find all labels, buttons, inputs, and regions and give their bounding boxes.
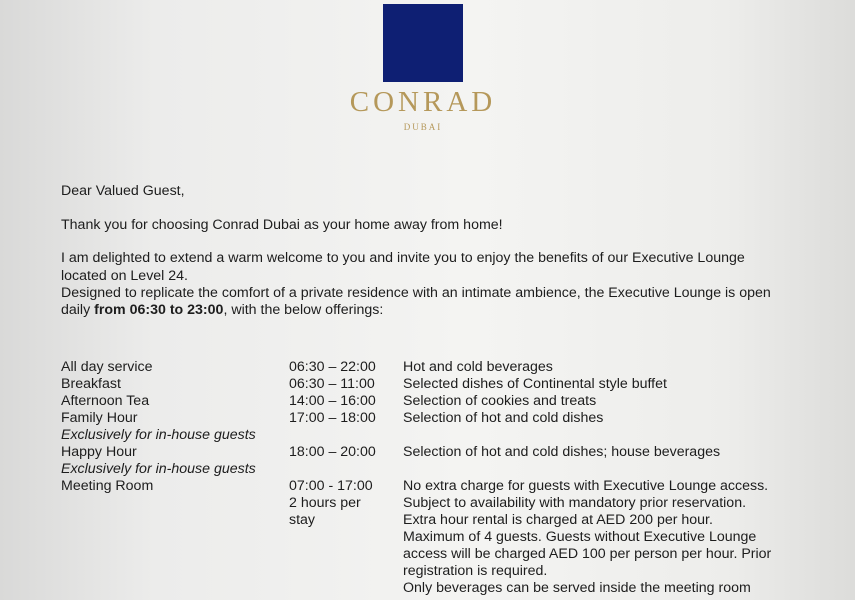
meeting-room-row	[0, 495, 855, 512]
meeting-room-desc: Subject to availability with mandatory prior reservation.	[403, 495, 747, 511]
offering-name: All day service	[61, 359, 153, 375]
meeting-room-time: 2 hours per	[289, 495, 361, 511]
offering-desc: Selection of hot and cold dishes	[403, 410, 604, 426]
offering-note: Exclusively for in-house guests	[61, 461, 256, 477]
offering-desc: Selection of cookies and treats	[403, 393, 597, 409]
meeting-room-desc: Only beverages can be served inside the meeting room	[403, 580, 751, 596]
offering-desc: Selected dishes of Continental style buffet	[403, 376, 667, 392]
meeting-room-desc: Extra hour rental is charged at AED 200 per hour.	[403, 512, 713, 528]
meeting-room-desc: registration is required.	[403, 563, 548, 579]
offering-row	[0, 410, 855, 427]
meeting-room-desc: Maximum of 4 guests. Guests without Executive Lounge	[403, 529, 757, 545]
design-line-1: Designed to replicate the comfort of a private residence with an intimate ambience, the Executive Lounge is open	[61, 285, 771, 301]
offering-time: 06:30 – 22:00	[289, 359, 376, 375]
meeting-room-row	[0, 563, 855, 580]
meeting-room-time: stay	[289, 512, 316, 528]
intro-line-1: I am delighted to extend a warm welcome to you and invite you to enjoy the benefits of our Executive Lounge	[61, 250, 745, 266]
meeting-room-row	[0, 580, 855, 597]
offering-time: 18:00 – 20:00	[289, 444, 376, 460]
meeting-room-row	[0, 546, 855, 563]
offering-time: 17:00 – 18:00	[289, 410, 376, 426]
salutation: Dear Valued Guest,	[61, 183, 185, 199]
offering-row	[0, 393, 855, 410]
offering-note: Exclusively for in-house guests	[61, 427, 256, 443]
offering-name: Afternoon Tea	[61, 393, 150, 409]
design-line-2-suffix: , with the below offerings:	[223, 302, 384, 318]
offering-name: Family Hour	[61, 410, 138, 426]
offering-row	[0, 444, 855, 461]
offering-name: Meeting Room	[61, 478, 154, 494]
offering-name: Happy Hour	[61, 444, 137, 460]
offering-time: 07:00 - 17:00	[289, 478, 373, 494]
meeting-room-desc: access will be charged AED 100 per person per hour. Prior	[403, 546, 772, 562]
thanks-line: Thank you for choosing Conrad Dubai as your home away from home!	[61, 217, 503, 233]
design-line-2	[61, 302, 383, 319]
intro-line-2: located on Level 24.	[61, 268, 188, 284]
offering-desc: Selection of hot and cold dishes; house beverages	[403, 444, 721, 460]
brand-name: CONRAD	[349, 86, 497, 118]
opening-hours: from 06:30 to 23:00	[94, 302, 224, 318]
brand-city: DUBAI	[403, 122, 443, 132]
offering-row	[0, 478, 855, 495]
offering-desc: Hot and cold beverages	[403, 359, 553, 375]
conrad-logo-mark	[383, 4, 463, 82]
design-line-2-prefix: daily	[61, 302, 95, 318]
offering-desc: No extra charge for guests with Executive Lounge access.	[403, 478, 769, 494]
offering-time: 14:00 – 16:00	[289, 393, 376, 409]
offering-row	[0, 376, 855, 393]
offering-row	[0, 359, 855, 376]
meeting-room-row	[0, 529, 855, 546]
offering-name: Breakfast	[61, 376, 121, 392]
offering-time: 06:30 – 11:00	[289, 376, 375, 392]
meeting-room-row	[0, 512, 855, 529]
